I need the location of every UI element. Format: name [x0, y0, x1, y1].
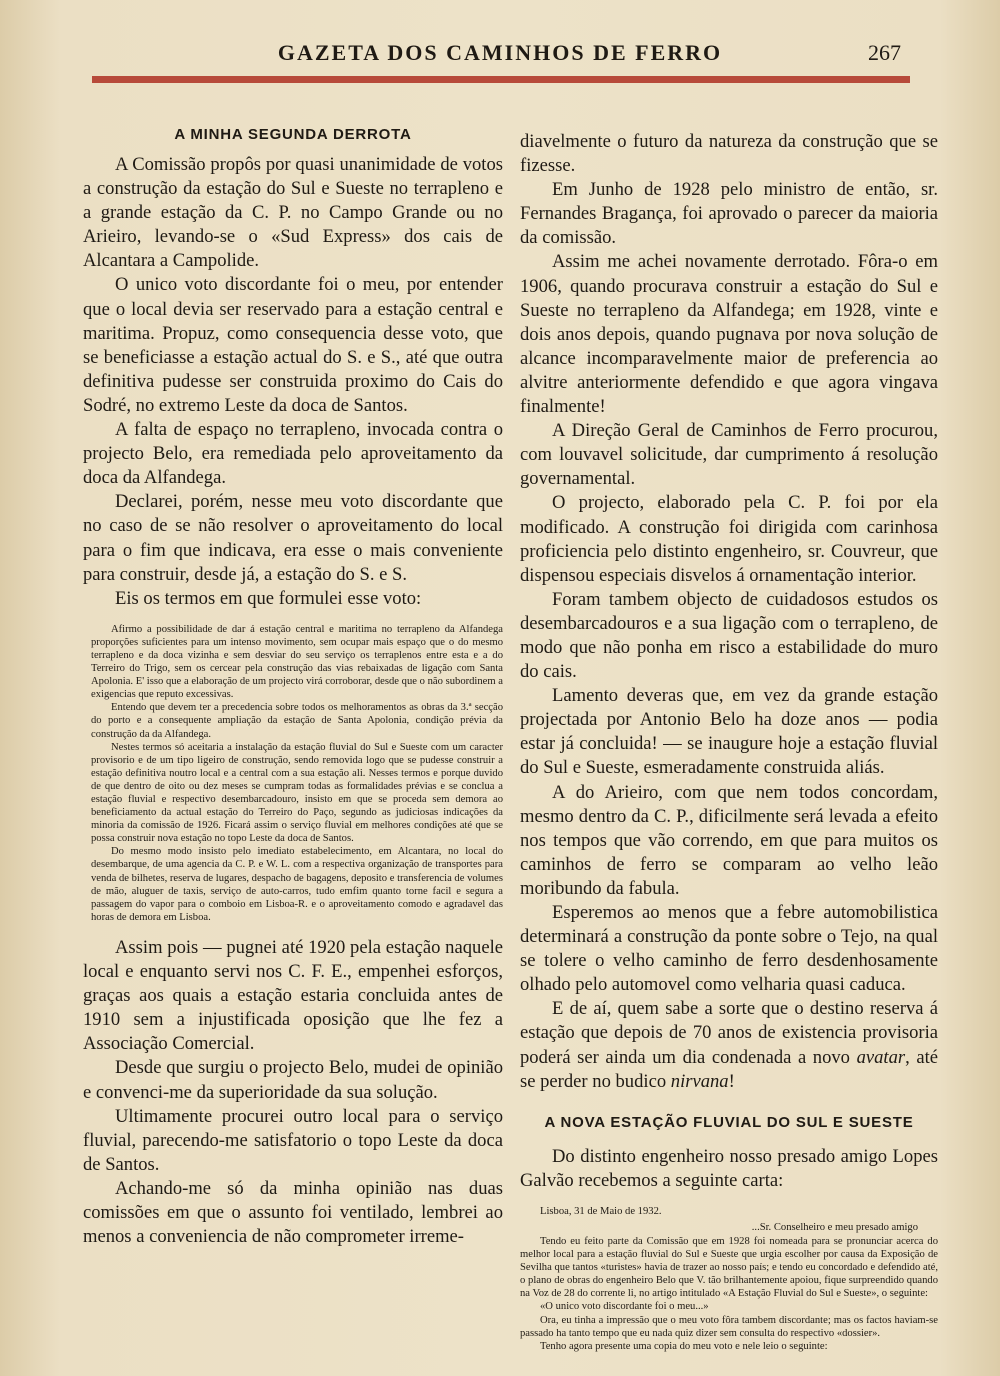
closing-text-end: ! [728, 1070, 735, 1092]
quote-paragraph: Afirmo a possibilidade de dar á estação central e maritima no terrapleno da Alfandega proporções suficientes para um intenso movimento, sem ocupar mais espaço que o do mesmo terrapleno e da doca vizinha e sem desviar do seu serviço os terraplenos entre esta e a do Terreiro do Trigo, sem os cercear pela construção das vias rebaixadas de ligação com Santa Apolonia. E' isso que a elaboração de um projecto virá corroborar, desde que o não subordinem a exigencias que reputo excessivas. [91, 623, 503, 701]
letter-salutation: ...Sr. Conselheiro e meu presado amigo [751, 1221, 918, 1233]
paragraph: Esperemos ao menos que a febre automobilistica determinará a construção da ponte sobre o Tejo, na qual se tolere o velho caminho de ferro desdenhosamente olhado pelo automovel como velharia quasi caduca. [520, 902, 938, 996]
paragraph: Desde que surgiu o projecto Belo, mudei de opinião e convenci-me da superioridade da sua solução. [83, 1057, 503, 1103]
closing-text-before: E de aí, quem sabe a sorte que o destino reserva á estação que depois de 70 anos de existencia provisoria poderá ser ainda um dia condenada a novo [520, 998, 938, 1068]
paragraph: Ultimamente procurei outro local para o serviço fluvial, parecendo-me satisfatorio o topo Leste da doca de Santos. [83, 1105, 503, 1175]
paragraph: diavelmente o futuro da natureza da construção que se fizesse. [520, 131, 938, 177]
paragraph: Assim pois — pugnei até 1920 pela estação naquele local e enquanto servi nos C. F. E., empenhei esforços, graças aos quais a estação estaria concluida antes de 1910 sem a injustificada oposição que lhe fez a Associação Comercial. [83, 936, 503, 1055]
paragraph: Eis os termos em que formulei esse voto: [115, 587, 422, 609]
vote-quote-block [83, 623, 503, 924]
letter-paragraph: Ora, eu tinha a impressão que o meu voto fôra tambem discordante; mas os factos haviam-se passado ha tanto tempo que eu nada quiz dizer sem consulta do respectivo «dossier». [520, 1314, 938, 1339]
paragraph: A falta de espaço no terrapleno, invocada contra o projecto Belo, era remediada pelo aproveitamento da doca da Alfandega. [83, 419, 503, 489]
paragraph: O projecto, elaborado pela C. P. foi por ela modificado. A construção foi dirigida com carinhosa proficiencia pelo distinto engenheiro, sr. Couvreur, que dispensou especiais disvelos á ornamentação interior. [520, 492, 938, 586]
letter-body [520, 1235, 938, 1353]
page-header-title: GAZETA DOS CAMINHOS DE FERRO [277, 40, 723, 65]
quote-paragraph: Entendo que devem ter a precedencia sobre todos os melhoramentos as obras da 3.ª secção do porto e a consequente ampliação da estação de Santa Apolonia, condição prévia da construção da da Alfandega. [91, 702, 503, 740]
avatar-word: avatar [856, 1046, 906, 1068]
letter-paragraph: «O unico voto discordante foi o meu...» [540, 1301, 709, 1313]
paragraph: A Direção Geral de Caminhos de Ferro procurou, com louvavel solicitude, dar cumprimento á resolução governamental. [520, 420, 938, 490]
paragraph: Declarei, porém, nesse meu voto discordante que no caso de se não resolver o aproveitamento do local para o fim que indicava, era esse o mais conveniente para construir, desde já, a estação do S. e S. [83, 491, 503, 585]
quote-paragraph: Do mesmo modo insisto pelo imediato estabelecimento, em Alcantara, no local do desembarque, de uma agencia da C. P. e W. L. com a respectiva organização de transportes para venda de bilhetes, reserva de lugares, despacho de bagagens, deposito e transferencia de volumes de mão, aluguer de taxis, serviço de auto-carros, tudo emfim quanto torne facil e segura a passagem do vapor para o comboio em Lisboa-R. e o aproveitamento comodo e agradavel das horas de demora em Lisboa. [91, 846, 503, 923]
closing-text-middle: , até se perder no budico [520, 1046, 939, 1092]
second-article-heading: A NOVA ESTAÇÃO FLUVIAL DO SUL E SUESTE [544, 1113, 914, 1131]
paragraph: A Comissão propôs por quasi unanimidade de votos a construção da estação do Sul e Sueste no terrapleno e a grande estação da C. P. no Campo Grande ou no Arieiro, levando-se o «Sud Express» dos cais de Alcantara a Campolide. [83, 154, 503, 272]
quote-paragraph: Nestes termos só aceitaria a instalação da estação fluvial do Sul e Sueste com um caracter provisorio e de um tipo ligeiro de construção, sendo removida logo que se pudesse construir a estação definitiva noutro local e a central com a sua estação ali. Nesses termos e porque duvido de que dentro de oito ou dez meses se cumpram todas as formalidades prévias e se conclua a estação fluvial e respectivo desembarcadouro, insisto em que se proceda sem demora ao beneficiamento da actual estação do Terreiro do Paço, segundo as judiciosas indicações da minoria da comissão de 1926. Ficará assim o serviço fluvial em melhores condições até que se possa construir nova estação no topo Leste da doca de Santos. [91, 741, 503, 845]
letter-intro: Do distinto engenheiro nosso presado amigo Lopes Galvão recebemos a seguinte carta: [520, 1145, 938, 1191]
paragraph: Lamento deveras que, em vez da grande estação projectada por Antonio Belo ha doze anos — podia estar já concluida! — se inaugure hoje a estação fluvial do Sul e Sueste, esmeradamente construida aliás. [520, 685, 938, 779]
letter-paragraph: Tendo eu feito parte da Comissão que em 1928 foi nomeada para se pronunciar acerca do melhor local para a estação fluvial do Sul e Sueste que urgia escolher por causa da Exposição de Sevilha que tantos «turistes» havia de trazer ao nosso país; e tendo eu concordado e defendido até, o plano de obras do engenheiro Belo que V. tão brilhantemente apoiou, fique surpreendido quando na Voz de 28 do corrente li, no artigo intitulado «A Estação Fluvial do Sul e Sueste», o seguinte: [520, 1235, 938, 1300]
paragraph: O unico voto discordante foi o meu, por entender que o local devia ser reservado para a estação central e maritima. Propuz, como consequencia desse voto, que se beneficiasse a estação actual do S. e S., até que outra definitiva pudesse ser construida proximo do Cais do Sodré, no extremo Leste da doca de Santos. [83, 274, 503, 416]
nirvana-word: nirvana [670, 1070, 729, 1092]
closing-paragraph [520, 997, 938, 1093]
left-paragraphs-1 [83, 153, 503, 611]
paragraph: Foram tambem objecto de cuidadosos estudos os desembarcadouros e a sua ligação com o terrapleno, de modo que não ponha em risco a estabilidade do muro do cais. [520, 588, 938, 683]
letter-paragraph: Tenho agora presente uma copia do meu voto e nele leio o seguinte: [540, 1340, 828, 1352]
page-number: 267 [868, 40, 901, 65]
header-rule [92, 76, 910, 83]
article-heading: A MINHA SEGUNDA DERROTA [174, 126, 412, 143]
letter-date: Lisboa, 31 de Maio de 1932. [540, 1205, 662, 1217]
paragraph: Em Junho de 1928 pelo ministro de então, sr. Fernandes Bragança, foi aprovado o parecer da maioria da comissão. [520, 179, 938, 249]
paragraph: A do Arieiro, com que nem todos concordam, mesmo dentro da C. P., dificilmente será levada a efeito nos tempos que vão correndo, em que para muitos os caminhos de ferro se comparam ao velho leão moribundo da fabula. [520, 781, 938, 899]
paragraph: Achando-me só da minha opinião nas duas comissões em que o assunto foi ventilado, lembrei ao menos a conveniencia de não comprometer irreme- [83, 1177, 503, 1248]
left-paragraphs-2 [83, 936, 503, 1249]
left-column [83, 118, 503, 1249]
right-column [520, 130, 938, 1353]
paragraph: Assim me achei novamente derrotado. Fôra-o em 1906, quando procurava construir a estação do Sul e Sueste no terrapleno da Alfandega; em 1928, vinte e dois anos depois, quando pugnava por nova solução de alcance incomparavelmente maior de preferencia ao alvitre anteriormente defendido e que agora vingava finalmente! [520, 251, 938, 418]
right-paragraphs-1 [520, 130, 938, 997]
